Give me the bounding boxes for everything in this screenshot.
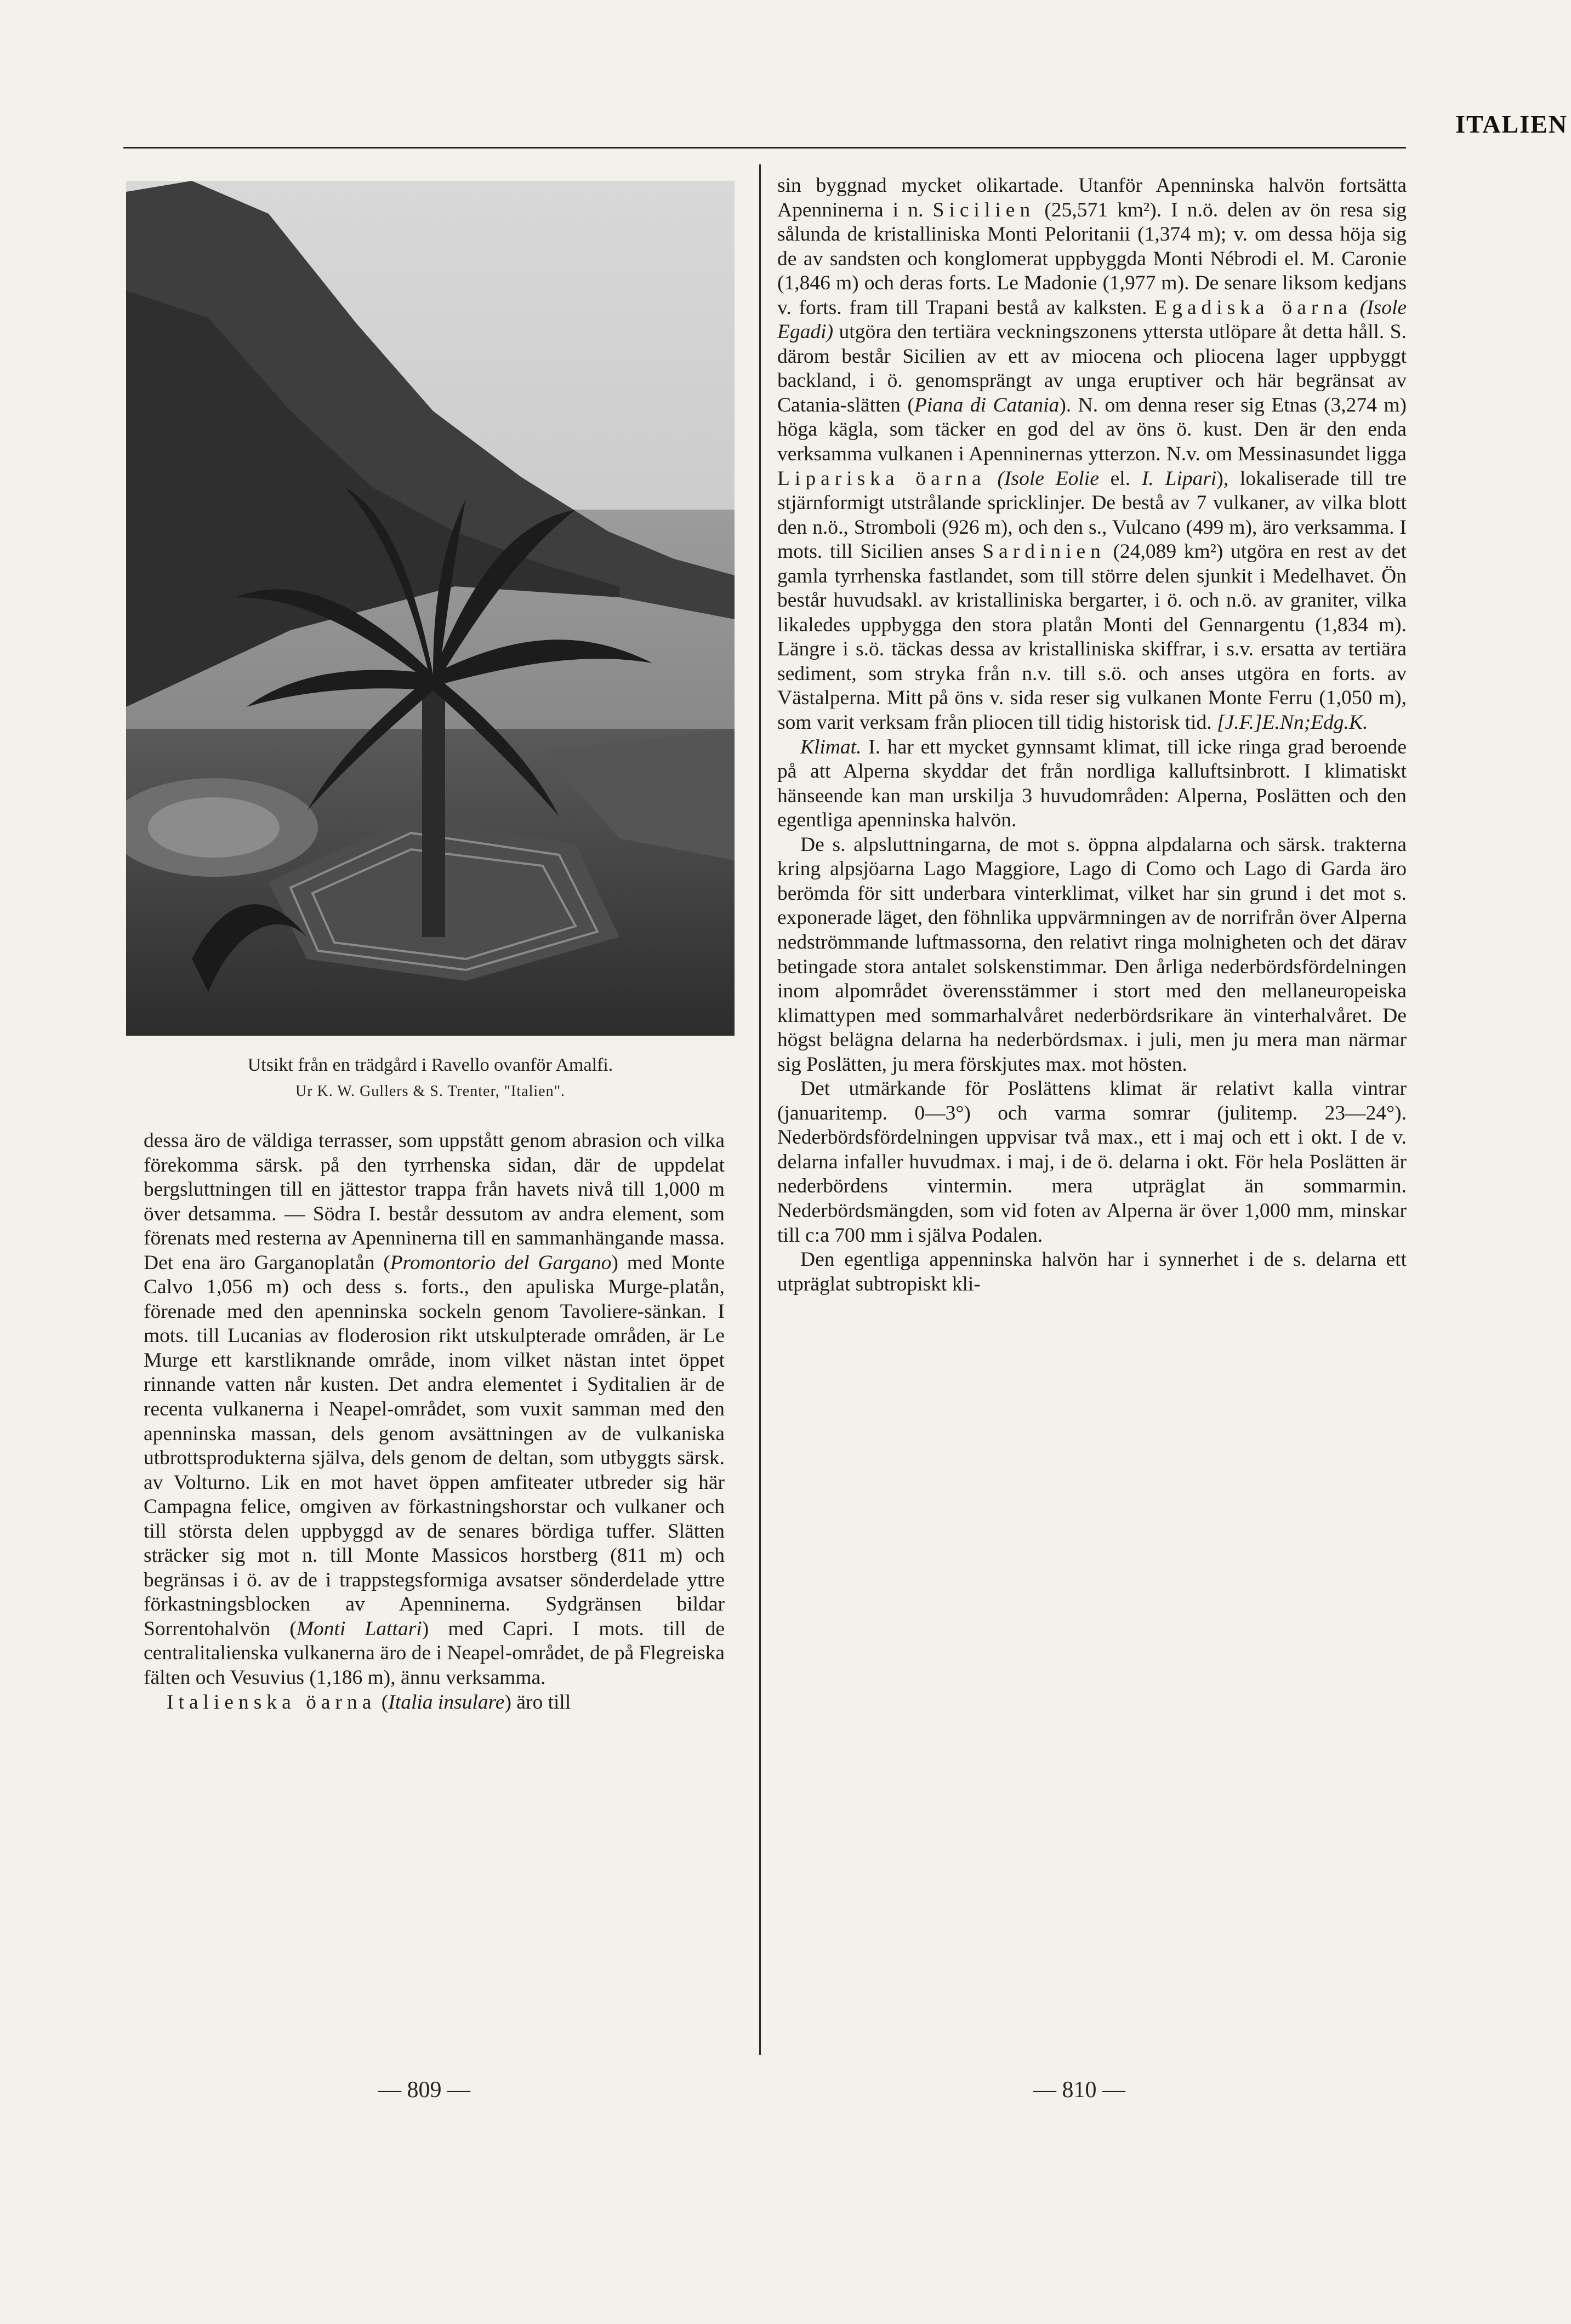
page-number-left: — 809 — bbox=[378, 2077, 470, 2103]
ravello-photo bbox=[126, 181, 735, 1036]
left-paragraph-2: Italienska öarna (Italia insulare) äro till bbox=[167, 1691, 571, 1714]
right-column-text bbox=[777, 174, 1407, 2048]
right-paragraph-alps: De s. alpsluttningarna, de mot s. öppna alpdalarna och särsk. trakterna kring alpsjöarna Lago Maggiore, Lago di Como och Lago di Garda äro berömda för sitt underbara vinterklimat, vilket har sin grund i det mot s. exponerade läget, den föhnlika uppvärmningen av de norrifrån över Alperna nedströmmande luftmassorna, den relativt ringa molnigheten och det därav betingade stora antalet solskenstimmar. Den årliga nederbördsfördelningen inom alpområdet överensstämmer i stort med den mellaneuropeiska klimattypen med sommarhalvåret nederbördsrikare än vinterhalvåret. De högst belägna delarna ha nederbördsmax. i juli, men ju mera man närmar sig Poslätten, ju mera förskjutes max. mot hösten. bbox=[777, 833, 1407, 1076]
right-paragraph-peninsula: Den egentliga appenninska halvön har i synnerhet i de s. delarna ett utpräglat subtropiskt kli- bbox=[777, 1248, 1407, 1295]
left-paragraph-1: dessa äro de väldiga terrasser, som uppstått genom abrasion och vilka förekomma särsk. på den tyrrhenska sidan, där de uppdelat bergsluttningen till en jättestor trappa från havets nivå till 1,000 m över detsamma. — Södra I. består dessutom av andra element, som förenats med resterna av Apenninerna till en sammanhängande massa. Det ena äro Garganoplatån (Promontorio del Gargano) med Monte Calvo 1,056 m) och dess s. forts., den apuliska Murge-platån, förenade med den apenninska sockeln genom Tavoliere-sänkan. I mots. till Lucanias av floderosion rikt utskulpterade områden, är Le Murge ett karstliknande område, inom vilket nästan intet öppet rinnande vatten når kusten. Det andra elementet i Syditalien är de recenta vulkanerna i Neapel-området, som vuxit samman med den apenninska massan, dels genom avsättningen av de vulkaniska utbrottsprodukterna själva, dels genom de deltan, som utbyggts särsk. av Volturno. Lik en mot havet öppen amfiteater utbreder sig här Campagna felice, omgiven av förkastningshorstar och vulkaner och till största delen uppbyggd av de senares bördiga tuffer. Slätten sträcker sig mot n. till Monte Massicos horstberg (811 m) och begränsas i ö. av de i trappstegsformiga avsatser sönderdelade yttre förkastningsblocken av Apenninerna. Sydgränsen bildar Sorrentohalvön (Monti Lattari) med Capri. I mots. till de centralitalienska vulkanerna äro de i Neapel-området, de på Flegreiska fälten och Vesuvius (1,186 m), ännu verksamma. bbox=[144, 1129, 725, 1689]
left-column-text bbox=[144, 1129, 725, 2049]
author-signature: [J.F.]E.Nn;Edg.K. bbox=[1216, 711, 1368, 734]
page-number-right: — 810 — bbox=[1033, 2077, 1125, 2103]
caption-line-1: Utsikt från en trädgård i Ravello ovanför Amalfi. bbox=[247, 1055, 613, 1075]
caption-line-2: Ur K. W. Gullers & S. Trenter, "Italien". bbox=[295, 1083, 566, 1100]
column-divider bbox=[759, 164, 761, 2055]
section-header: ITALIEN bbox=[1455, 110, 1568, 138]
header-rule-right bbox=[767, 147, 1406, 149]
right-paragraph-klimat: Klimat. I. har ett mycket gynnsamt klimat, till icke ringa grad beroende på att Alperna skyddar det från nordliga kalluftsinbrott. I klimatiskt hänseende kan man urskilja 3 huvudområden: Alperna, Poslätten och den egentliga apenninska halvön. bbox=[777, 735, 1407, 832]
right-paragraph-1: sin byggnad mycket olikartade. Utanför Apenninska halvön fortsätta Apenninerna i n. Sicilien (25,571 km²). I n.ö. delen av ön resa sig sålunda de kristalliniska Monti Peloritanii (1,374 m); v. om dessa höja sig de av sandsten och konglomerat uppbyggda Monti Nébrodi el. M. Caronie (1,846 m) och deras forts. Le Madonie (1,977 m). De senare liksom kedjans v. forts. fram till Trapani bestå av kalksten. Egadiska öarna (Isole Egadi) utgöra den tertiära veckningszonens yttersta utlöpare åt detta håll. S. därom består Sicilien av ett av miocena och pliocena lager uppbyggt backland, i ö. genomsprängt av unga eruptiver och här begränsat av Catania-slätten (Piana di Catania). N. om denna reser sig Etnas (3,274 m) höga kägla, som täcker en god del av öns ö. kust. Den är den enda verksamma vulkanen i Apenninernas ytterzon. N.v. om Messinasundet ligga Lipariska öarna (Isole Eolie el. I. Lipari), lokaliserade till tre stjärnformigt utstrålande spricklinjer. De bestå av 7 vulkaner, av vilka blott den n.ö., Stromboli (926 m), och den s., Vulcano (499 m), äro verksamma. I mots. till Sicilien anses Sardinien (24,089 km²) utgöra en rest av det gamla tyrrhenska fastlandet, som till större delen sjunkit i Medelhavet. Ön består huvudsakl. av kristalliniska bergarter, i ö. och n.ö. av graniter, vilka likaledes uppbygga den stora platån Monti del Gennargentu (1,834 m). Längre i s.ö. täckas dessa av kristalliniska skiffrar, i s.v. ersatta av tertiära sediment, som stryka från n.v. till s.ö. och anses utgöra en forts. av Västalperna. Mitt på öns v. sida reser sig vulkanen Monte Ferru (1,050 m), som varit verksam från pliocen till tidig historisk tid. [J.F.]E.Nn;Edg.K. bbox=[777, 174, 1407, 734]
header-rule-left bbox=[123, 147, 773, 149]
right-paragraph-po: Det utmärkande för Poslättens klimat är relativt kalla vintrar (januaritemp. 0—3°) och varma somrar (julitemp. 23—24°). Nederbördsfördelningen uppvisar två max., ett i maj och ett i okt. I de v. delarna infaller huvudmax. i maj, i de ö. delarna i okt. För hela Poslätten är nederbördens vintermin. mera utpräglat än sommarmin. Nederbördsmängden, som vid foten av Alperna är över 1,000 mm, minskar till c:a 700 mm i själva Podalen. bbox=[777, 1077, 1407, 1247]
figure-caption bbox=[126, 1052, 735, 1105]
